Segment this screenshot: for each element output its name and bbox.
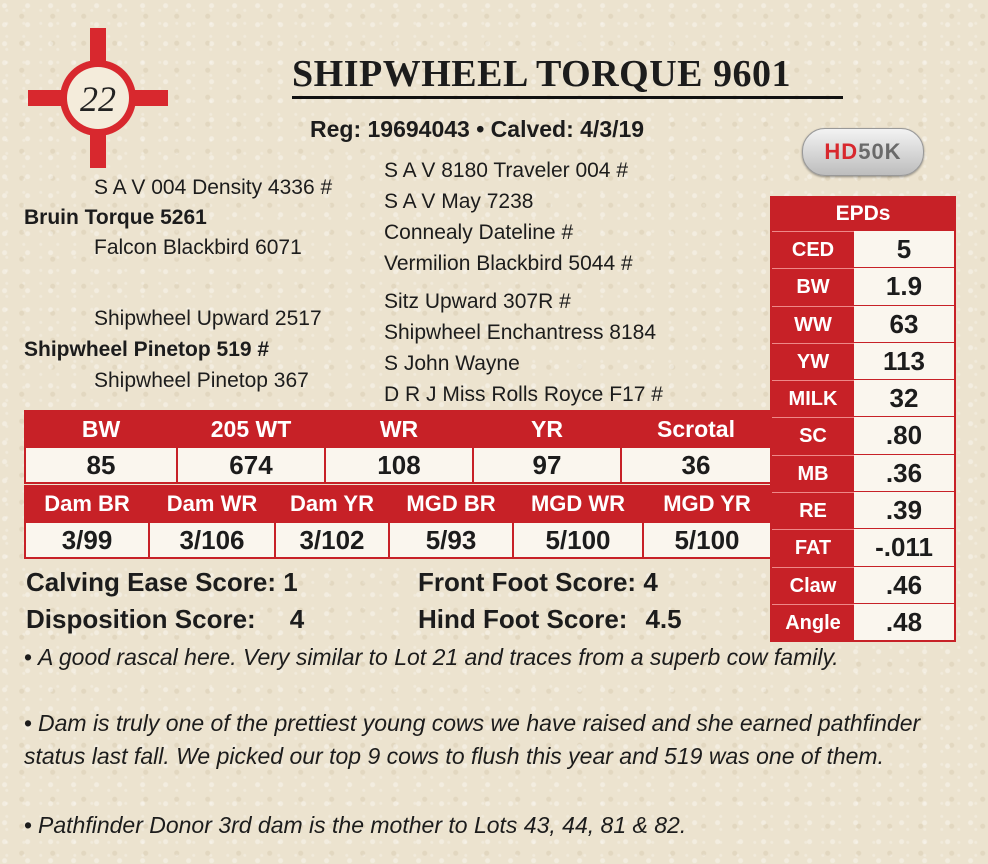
ratio-header: MGD BR — [389, 486, 513, 522]
epd-row — [772, 305, 954, 342]
epd-row — [772, 528, 954, 565]
note-text: A good rascal here. Very similar to Lot 21 and traces from a superb cow family. — [38, 644, 839, 670]
lot-number: 22 — [80, 79, 116, 119]
note-item: • Pathfinder Donor 3rd dam is the mother to Lots 43, 44, 81 & 82. — [24, 812, 687, 838]
ratio-value: 5/93 — [389, 522, 513, 558]
ratio-value: 3/106 — [149, 522, 275, 558]
pedigree-dam-sire: Shipwheel Upward 2517 — [94, 307, 322, 330]
ratio-value-row — [25, 522, 771, 558]
pedigree-sire: Bruin Torque 5261 — [24, 206, 207, 229]
pedigree-sire-sire: S A V 004 Density 4336 # — [94, 176, 333, 199]
epd-label: FAT — [772, 529, 854, 565]
pedigree-dam: Shipwheel Pinetop 519 # — [24, 338, 270, 361]
pedigree-gen3: Shipwheel Enchantress 8184 — [384, 321, 657, 344]
pedigree-gen3: D R J Miss Rolls Royce F17 # — [384, 383, 663, 406]
pedigree-dam-dam: Shipwheel Pinetop 367 — [94, 369, 309, 392]
epd-value: 32 — [889, 383, 919, 414]
hind-foot-value: 4.5 — [645, 604, 682, 634]
pedigree-gen3: S A V May 7238 — [384, 190, 534, 213]
ratio-header-row — [25, 486, 771, 522]
epd-label: Claw — [772, 567, 854, 603]
front-foot-value: 4 — [643, 567, 658, 597]
performance-value-row — [25, 447, 771, 483]
pedigree-gen3: Connealy Dateline # — [384, 221, 574, 244]
epd-label: MB — [772, 455, 854, 491]
performance-header-row — [25, 411, 771, 447]
epd-label: CED — [772, 231, 854, 267]
note-text: Dam is truly one of the prettiest young cows we have raised and she earned pathfinder status last fall. We picked our top 9 cows to flush this year and 519 was one of them. — [24, 710, 921, 769]
hind-foot-score — [418, 604, 682, 635]
ratio-header: Dam WR — [149, 486, 275, 522]
ratio-header: Dam BR — [25, 486, 149, 522]
epd-value: 5 — [896, 234, 912, 264]
epd-value: 63 — [889, 308, 919, 339]
ratio-header: Dam YR — [275, 486, 389, 522]
performance-value: 674 — [177, 447, 325, 483]
calving-ease-label: Calving Ease Score: — [26, 567, 276, 597]
disposition-value: 4 — [289, 604, 305, 634]
performance-header: WR — [325, 411, 473, 447]
ratio-header: MGD YR — [643, 486, 771, 522]
note-item: • A good rascal here. Very similar to Lot 21 and traces from a superb cow family. — [24, 644, 839, 670]
epd-value: .48 — [885, 606, 923, 637]
pedigree-gen3: Vermilion Blackbird 5044 # — [384, 252, 633, 275]
ratio-value: 5/100 — [643, 522, 771, 558]
note-text: Pathfinder Donor 3rd dam is the mother to Lots 43, 44, 81 & 82. — [38, 812, 687, 838]
calving-ease-value: 1 — [283, 567, 298, 597]
title-underline — [292, 96, 843, 99]
note-item: • Dam is truly one of the prettiest young cows we have raised and she earned pathfinder status last fall. We picked our top 9 cows to flush this year and 519 was one of them. — [24, 710, 921, 769]
pedigree-sire-dam: Falcon Blackbird 6071 — [94, 236, 302, 259]
epd-value: -.011 — [875, 532, 933, 563]
epd-row — [772, 491, 954, 528]
disposition-label: Disposition Score: — [26, 604, 256, 634]
epd-label: SC — [772, 417, 854, 453]
epd-value: .46 — [885, 569, 923, 600]
epd-row — [772, 454, 954, 491]
performance-header: 205 WT — [177, 411, 325, 447]
performance-header: Scrotal — [621, 411, 771, 447]
epd-row — [772, 342, 954, 379]
epd-row — [772, 603, 954, 640]
page-title: SHIPWHEEL TORQUE 9601 — [292, 53, 792, 95]
pedigree-gen3: Sitz Upward 307R # — [384, 290, 571, 313]
pedigree-gen3: S John Wayne — [384, 352, 520, 375]
ratio-value: 3/102 — [275, 522, 389, 558]
epd-label: BW — [772, 268, 854, 304]
epd-label: WW — [772, 306, 854, 342]
ratio-header: MGD WR — [513, 486, 643, 522]
performance-table — [24, 410, 772, 484]
ratio-table — [24, 485, 772, 559]
epd-row — [772, 230, 954, 267]
epd-row — [772, 267, 954, 304]
calving-ease-score — [26, 567, 298, 598]
performance-header: BW — [25, 411, 177, 447]
hd50k-badge: HD50K — [802, 128, 924, 176]
epd-value: 113 — [883, 345, 925, 376]
epd-label: YW — [772, 343, 854, 379]
epd-label: RE — [772, 492, 854, 528]
epd-row — [772, 416, 954, 453]
ratio-value: 5/100 — [513, 522, 643, 558]
epd-value: 1.9 — [885, 271, 923, 302]
epd-header: EPDs — [772, 198, 954, 230]
epd-value: .39 — [885, 495, 923, 526]
hind-foot-label: Hind Foot Score: — [418, 604, 628, 634]
epd-value: .80 — [885, 420, 923, 451]
performance-value: 97 — [473, 447, 621, 483]
epd-table — [770, 196, 956, 642]
pedigree-gen3: S A V 8180 Traveler 004 # — [384, 159, 629, 182]
disposition-score — [26, 604, 304, 635]
epd-label: MILK — [772, 380, 854, 416]
epd-label: Angle — [772, 604, 854, 640]
front-foot-label: Front Foot Score: — [418, 567, 637, 597]
performance-value: 36 — [621, 447, 771, 483]
performance-header: YR — [473, 411, 621, 447]
registration-line: Reg: 19694043 • Calved: 4/3/19 — [310, 116, 645, 142]
epd-row — [772, 379, 954, 416]
epd-row — [772, 566, 954, 603]
performance-value: 108 — [325, 447, 473, 483]
epd-value: .36 — [885, 457, 923, 488]
ratio-value: 3/99 — [25, 522, 149, 558]
front-foot-score — [418, 567, 658, 598]
performance-value: 85 — [25, 447, 177, 483]
